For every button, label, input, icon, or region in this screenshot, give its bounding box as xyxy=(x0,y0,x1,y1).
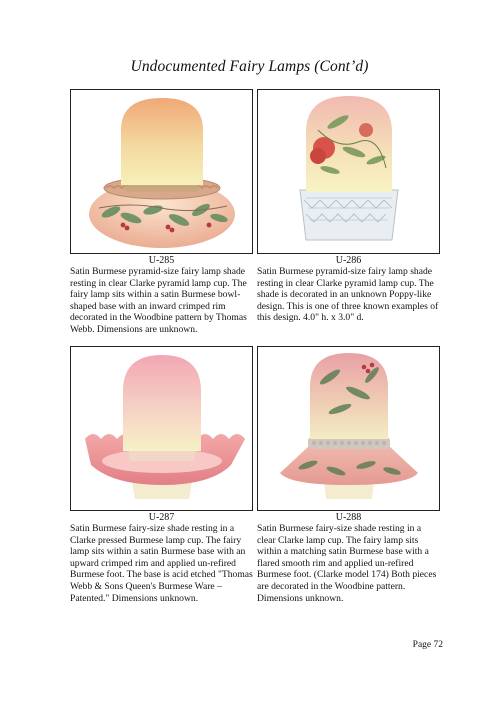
item-description: Satin Burmese pyramid-size fairy lamp shade resting in clear Clarke pyramid lamp cup. The fairy lamp sits within a satin Burmese bowl-shaped base with an inward crimped rim decorated in the Woodbine pattern by Thomas Webb. Dimensions are unknown. xyxy=(70,266,247,335)
item-id: U-287 xyxy=(148,512,175,523)
lamp-photo-u286 xyxy=(258,90,439,253)
item-description: Satin Burmese pyramid-size fairy lamp shade resting in clear Clarke pyramid lamp cup. The shade is decorated in an unknown Poppy-like design. This is one of three known examples of this design. 4.0" h. x 3.0" d. xyxy=(257,266,439,324)
lamp-card-u285 xyxy=(70,89,253,336)
item-id: U-285 xyxy=(148,255,175,266)
lamp-photo-u285 xyxy=(71,90,252,253)
lamp-photo-u288 xyxy=(258,347,439,510)
lamp-card-u288 xyxy=(257,346,440,604)
item-description: Satin Burmese fairy-size shade resting in a Clarke pressed Burmese lamp cup. The fairy lamp sits within a satin Burmese base with an upward crimped rim and applied un-refired Burmese foot. The base is acid etched "Thomas Webb & Sons Queen's Burmese Ware – Patented." Dimensions unknown. xyxy=(70,523,253,604)
lamp-photo-frame xyxy=(70,89,253,254)
page-number: Page 72 xyxy=(412,640,443,650)
lamp-card-u286 xyxy=(257,89,440,324)
lamp-photo-frame xyxy=(257,89,440,254)
lamp-photo-frame xyxy=(70,346,253,511)
item-id: U-288 xyxy=(335,512,362,523)
lamp-card-u287 xyxy=(70,346,253,604)
item-description: Satin Burmese fairy-size shade resting in a clear Clarke lamp cup. The fairy lamp sits within a matching satin Burmese base with a flared smooth rim and applied un-refired Burmese foot. (Clarke model 174) Both pieces are decorated in the Woodbine pattern. Dimensions unknown. xyxy=(257,523,437,604)
item-id: U-286 xyxy=(335,255,362,266)
page-title: Undocumented Fairy Lamps (Cont’d) xyxy=(130,58,369,75)
lamp-photo-frame xyxy=(257,346,440,511)
lamp-photo-u287 xyxy=(71,347,252,510)
